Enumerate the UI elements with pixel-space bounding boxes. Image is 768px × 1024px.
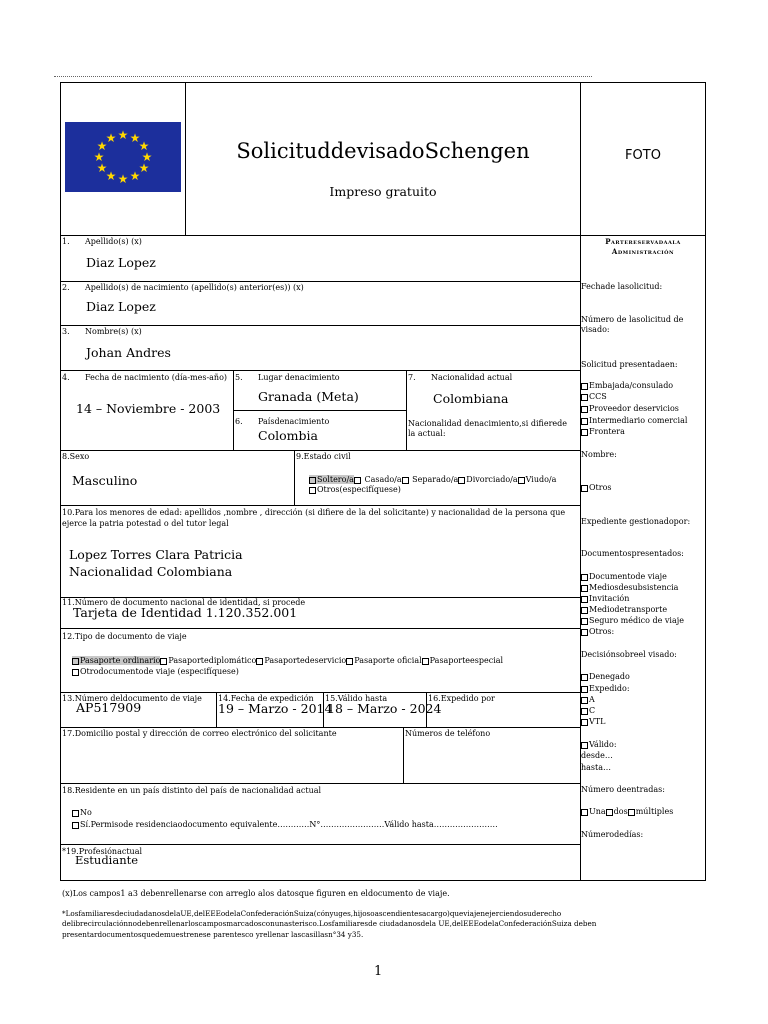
- admin-entries: Número deentradas:: [581, 785, 665, 794]
- admin-documents: Documentospresentados:: [581, 549, 684, 558]
- field-6-number: 6.: [235, 417, 243, 426]
- surname-value[interactable]: Diaz Lopez: [86, 255, 156, 270]
- admin-entries-multiple[interactable]: múltiples: [628, 807, 674, 816]
- field-8-label: 8.Sexo: [62, 452, 90, 461]
- field-17-label: 17.Domicilio postal y dirección de correo electrónico del solicitante: [62, 729, 337, 738]
- travel-doc-diplomatic[interactable]: Pasaportediplomático: [160, 656, 256, 665]
- birth-place-value[interactable]: Granada (Meta): [258, 389, 359, 404]
- form-subtitle: Impreso gratuito: [329, 184, 437, 199]
- first-name-value[interactable]: Johan Andres: [86, 345, 171, 360]
- sex-value[interactable]: Masculino: [72, 473, 138, 488]
- field-4-number: 4.: [62, 373, 70, 382]
- travel-doc-ordinary[interactable]: Pasaporte ordinario: [72, 656, 160, 665]
- svg-text:★: ★: [138, 139, 150, 153]
- field-5-label: Lugar denacimiento: [258, 373, 340, 382]
- admin-issued-a[interactable]: A: [581, 695, 703, 705]
- page-number: 1: [374, 964, 383, 979]
- travel-doc-official[interactable]: Pasaporte oficial: [346, 656, 421, 665]
- checkbox-icon: [581, 618, 588, 625]
- checkbox-icon: [581, 418, 588, 425]
- occupation-value[interactable]: Estudiante: [75, 853, 139, 867]
- footnote-family-2: delibrecirculaciónnodebenrellenarloscamposmarcadosconunasterisco.Losfamiliaresde ciudadanosdela UE,delEEEodelaConfederaciónSuiza deben: [62, 919, 597, 928]
- eu-flag-icon: [65, 122, 181, 192]
- svg-text:★: ★: [96, 139, 108, 153]
- field-6-label: Paísdenacimiento: [258, 417, 330, 426]
- civil-status-separated[interactable]: Separado/a: [402, 475, 459, 484]
- guardian-name-value[interactable]: Lopez Torres Clara Patricia: [69, 547, 243, 562]
- field-10-label-2: ejerce la patria potestad o del tutor legal: [62, 519, 229, 528]
- travel-doc-other[interactable]: Otrodocumentode viaje (especifíquese): [72, 667, 239, 677]
- birth-surname-value[interactable]: Diaz Lopez: [86, 299, 156, 314]
- admin-doc-travel[interactable]: Documentode viaje: [581, 572, 703, 582]
- id-number-value[interactable]: Tarjeta de Identidad 1.120.352.001: [73, 605, 298, 620]
- field-16-label: 16.Expedido por: [428, 694, 495, 703]
- admin-decision: Decisiónsobreel visado:: [581, 650, 677, 659]
- checkbox-icon: [606, 809, 613, 816]
- svg-text:★: ★: [117, 172, 129, 186]
- admin-valid-until: hasta…: [581, 763, 612, 772]
- admin-service-provider[interactable]: Proveedor deservicios: [581, 404, 703, 414]
- svg-text:★: ★: [129, 131, 141, 145]
- admin-entries-options: [581, 807, 703, 817]
- field-11-label: 11.Número de documento nacional de identidad, si procede: [62, 598, 306, 607]
- checkbox-icon: [72, 658, 79, 665]
- guardian-nationality-value[interactable]: Nacionalidad Colombiana: [69, 564, 233, 579]
- field-7-label: Nacionalidad actual: [431, 373, 513, 382]
- svg-text:★: ★: [105, 169, 117, 183]
- valid-until-value[interactable]: 18 – Marzo - 2024: [327, 701, 442, 716]
- civil-status-options: [309, 475, 556, 485]
- phone-label: Números de teléfono: [405, 729, 491, 738]
- admin-doc-transport[interactable]: Mediodetransporte: [581, 605, 703, 615]
- checkbox-icon: [581, 674, 588, 681]
- admin-doc-invitation[interactable]: Invitación: [581, 594, 703, 604]
- birth-nationality-label-2: la actual:: [408, 429, 446, 438]
- admin-doc-means[interactable]: Mediosdesubsistencia: [581, 583, 703, 593]
- admin-header: Partereservadaala Administración: [605, 237, 681, 256]
- field-1-label: Apellido(s) (x): [85, 237, 142, 246]
- checkbox-icon: [581, 686, 588, 693]
- checkbox-icon: [581, 429, 588, 436]
- civil-status-single[interactable]: Soltero/a: [309, 475, 354, 484]
- field-12-label: 12.Tipo de documento de viaje: [62, 632, 187, 641]
- checkbox-icon: [581, 708, 588, 715]
- field-2-number: 2.: [62, 283, 70, 292]
- checkbox-icon: [581, 742, 588, 749]
- field-14-label: 14.Fecha de expedición: [218, 694, 314, 703]
- admin-intermediary[interactable]: Intermediario comercial: [581, 416, 703, 426]
- passport-number-value[interactable]: AP517909: [76, 700, 142, 715]
- admin-refused[interactable]: Denegado: [581, 672, 703, 682]
- form-title: SolicituddevisadoSchengen: [236, 139, 530, 163]
- field-13-label: 13.Número deldocumento de viaje: [62, 694, 202, 703]
- checkbox-icon: [458, 477, 465, 484]
- footnote-fields-1-3: (x)Los campos1 a3 debenrellenarse con arreglo alos datosque figuren en eldocumento de viaje.: [62, 889, 450, 898]
- nationality-value[interactable]: Colombiana: [433, 391, 509, 406]
- checkbox-icon: [581, 383, 588, 390]
- footnote-family-3: presentardocumentosquedemuestrenese parentesco yrellenar lascasillasn°34 y35.: [62, 930, 364, 939]
- admin-handled-by: Expediente gestionadopor:: [581, 517, 691, 526]
- admin-entries-one[interactable]: Una: [581, 807, 606, 816]
- photo-box-label: FOTO: [625, 148, 661, 163]
- checkbox-icon: [581, 596, 588, 603]
- checkbox-icon: [581, 485, 588, 492]
- svg-text:★: ★: [117, 128, 129, 142]
- svg-text:★: ★: [93, 150, 105, 164]
- checkbox-icon: [581, 719, 588, 726]
- residence-no-option[interactable]: No: [72, 808, 92, 818]
- admin-entries-two[interactable]: dos: [606, 807, 628, 816]
- admin-issued-vtl[interactable]: VTL: [581, 717, 703, 727]
- field-19-label: *19.Profesiónactual: [62, 847, 143, 856]
- checkbox-icon: [581, 607, 588, 614]
- field-18-label: 18.Residente en un país distinto del país de nacionalidad actual: [62, 786, 322, 795]
- checkbox-icon: [72, 810, 79, 817]
- checkbox-icon: [309, 487, 316, 494]
- civil-status-widowed[interactable]: Viudo/a: [518, 475, 557, 484]
- field-3-number: 3.: [62, 327, 70, 336]
- field-10-label: 10.Para los menores de edad: apellidos ,nombre , dirección (si difiere de la del solicitante) y nacionalidad de la persona que: [62, 508, 566, 517]
- admin-embassy[interactable]: Embajada/consulado: [581, 381, 703, 391]
- issue-date-value[interactable]: 19 – Marzo - 2014: [218, 701, 333, 716]
- svg-text:★: ★: [105, 131, 117, 145]
- birth-nationality-label: Nacionalidad denacimiento,si difierede: [408, 419, 568, 428]
- admin-border[interactable]: Frontera: [581, 427, 703, 437]
- checkbox-icon: [581, 697, 588, 704]
- admin-issued-c[interactable]: C: [581, 706, 703, 716]
- svg-text:★: ★: [138, 161, 150, 175]
- checkbox-icon: [160, 658, 167, 665]
- admin-issued[interactable]: Expedido:: [581, 684, 703, 694]
- travel-doc-options: [72, 656, 503, 666]
- checkbox-icon: [346, 658, 353, 665]
- admin-ccs[interactable]: CCS: [581, 392, 703, 402]
- checkbox-icon: [581, 406, 588, 413]
- svg-text:★: ★: [129, 169, 141, 183]
- admin-application-number: Número de lasolicitud de visado:: [581, 315, 684, 334]
- civil-status-married[interactable]: Casado/a: [354, 475, 402, 484]
- checkbox-icon: [256, 658, 263, 665]
- checkbox-icon: [581, 809, 588, 816]
- field-3-label: Nombre(s) (x): [85, 327, 142, 336]
- birth-country-value[interactable]: Colombia: [258, 428, 318, 443]
- checkbox-icon: [581, 394, 588, 401]
- field-7-number: 7.: [408, 373, 416, 382]
- checkbox-icon: [581, 585, 588, 592]
- travel-doc-special[interactable]: Pasaporteespecial: [422, 656, 503, 665]
- checkbox-icon: [422, 658, 429, 665]
- residence-yes-option[interactable]: Sí.Permisode residenciaodocumento equivalente…………N°……………………Válido hasta……………………: [72, 820, 498, 830]
- field-1-number: 1.: [62, 237, 70, 246]
- field-4-label: Fecha de nacimiento (día-mes-año): [85, 373, 228, 382]
- admin-name: Nombre:: [581, 450, 617, 459]
- admin-doc-insurance[interactable]: Seguro médico de viaje: [581, 616, 703, 626]
- civil-status-other[interactable]: Otros(especifíquese): [309, 485, 401, 495]
- checkbox-icon: [581, 574, 588, 581]
- checkbox-icon: [354, 477, 361, 484]
- top-dotted-rule: [54, 76, 592, 78]
- admin-others[interactable]: Otros: [581, 483, 703, 493]
- checkbox-icon: [581, 629, 588, 636]
- checkbox-icon: [72, 669, 79, 676]
- checkbox-icon: [402, 477, 409, 484]
- field-9-label: 9.Estado civil: [296, 452, 351, 461]
- field-15-label: 15.Válido hasta: [325, 694, 388, 703]
- admin-valid-from: desde…: [581, 751, 613, 760]
- civil-status-divorced[interactable]: Divorciado/a: [458, 475, 517, 484]
- field-2-label: Apellido(s) de nacimiento (apellido(s) anterior(es)) (x): [85, 283, 304, 292]
- birth-date-value[interactable]: 14 – Noviembre - 2003: [76, 401, 221, 416]
- checkbox-icon: [72, 822, 79, 829]
- admin-days: Númerodedías:: [581, 830, 644, 839]
- admin-valid[interactable]: Válido:: [581, 740, 703, 750]
- checkbox-icon: [628, 809, 635, 816]
- svg-text:★: ★: [96, 161, 108, 175]
- travel-doc-service[interactable]: Pasaportedeservicio: [256, 656, 346, 665]
- checkbox-icon: [309, 477, 316, 484]
- svg-text:★: ★: [141, 150, 153, 164]
- field-5-number: 5.: [235, 373, 243, 382]
- admin-doc-others[interactable]: Otros:: [581, 627, 703, 637]
- admin-application-date: Fechade lasolicitud:: [581, 282, 663, 291]
- admin-submitted-at: Solicitud presentadaen:: [581, 360, 678, 369]
- checkbox-icon: [518, 477, 525, 484]
- footnote-family-1: *LosfamiliaresdeciudadanosdelaUE,delEEEodelaConfederaciónSuiza(cónyuges,hijosoascendientesacargo)queviajenejerciendosuderecho: [62, 909, 562, 918]
